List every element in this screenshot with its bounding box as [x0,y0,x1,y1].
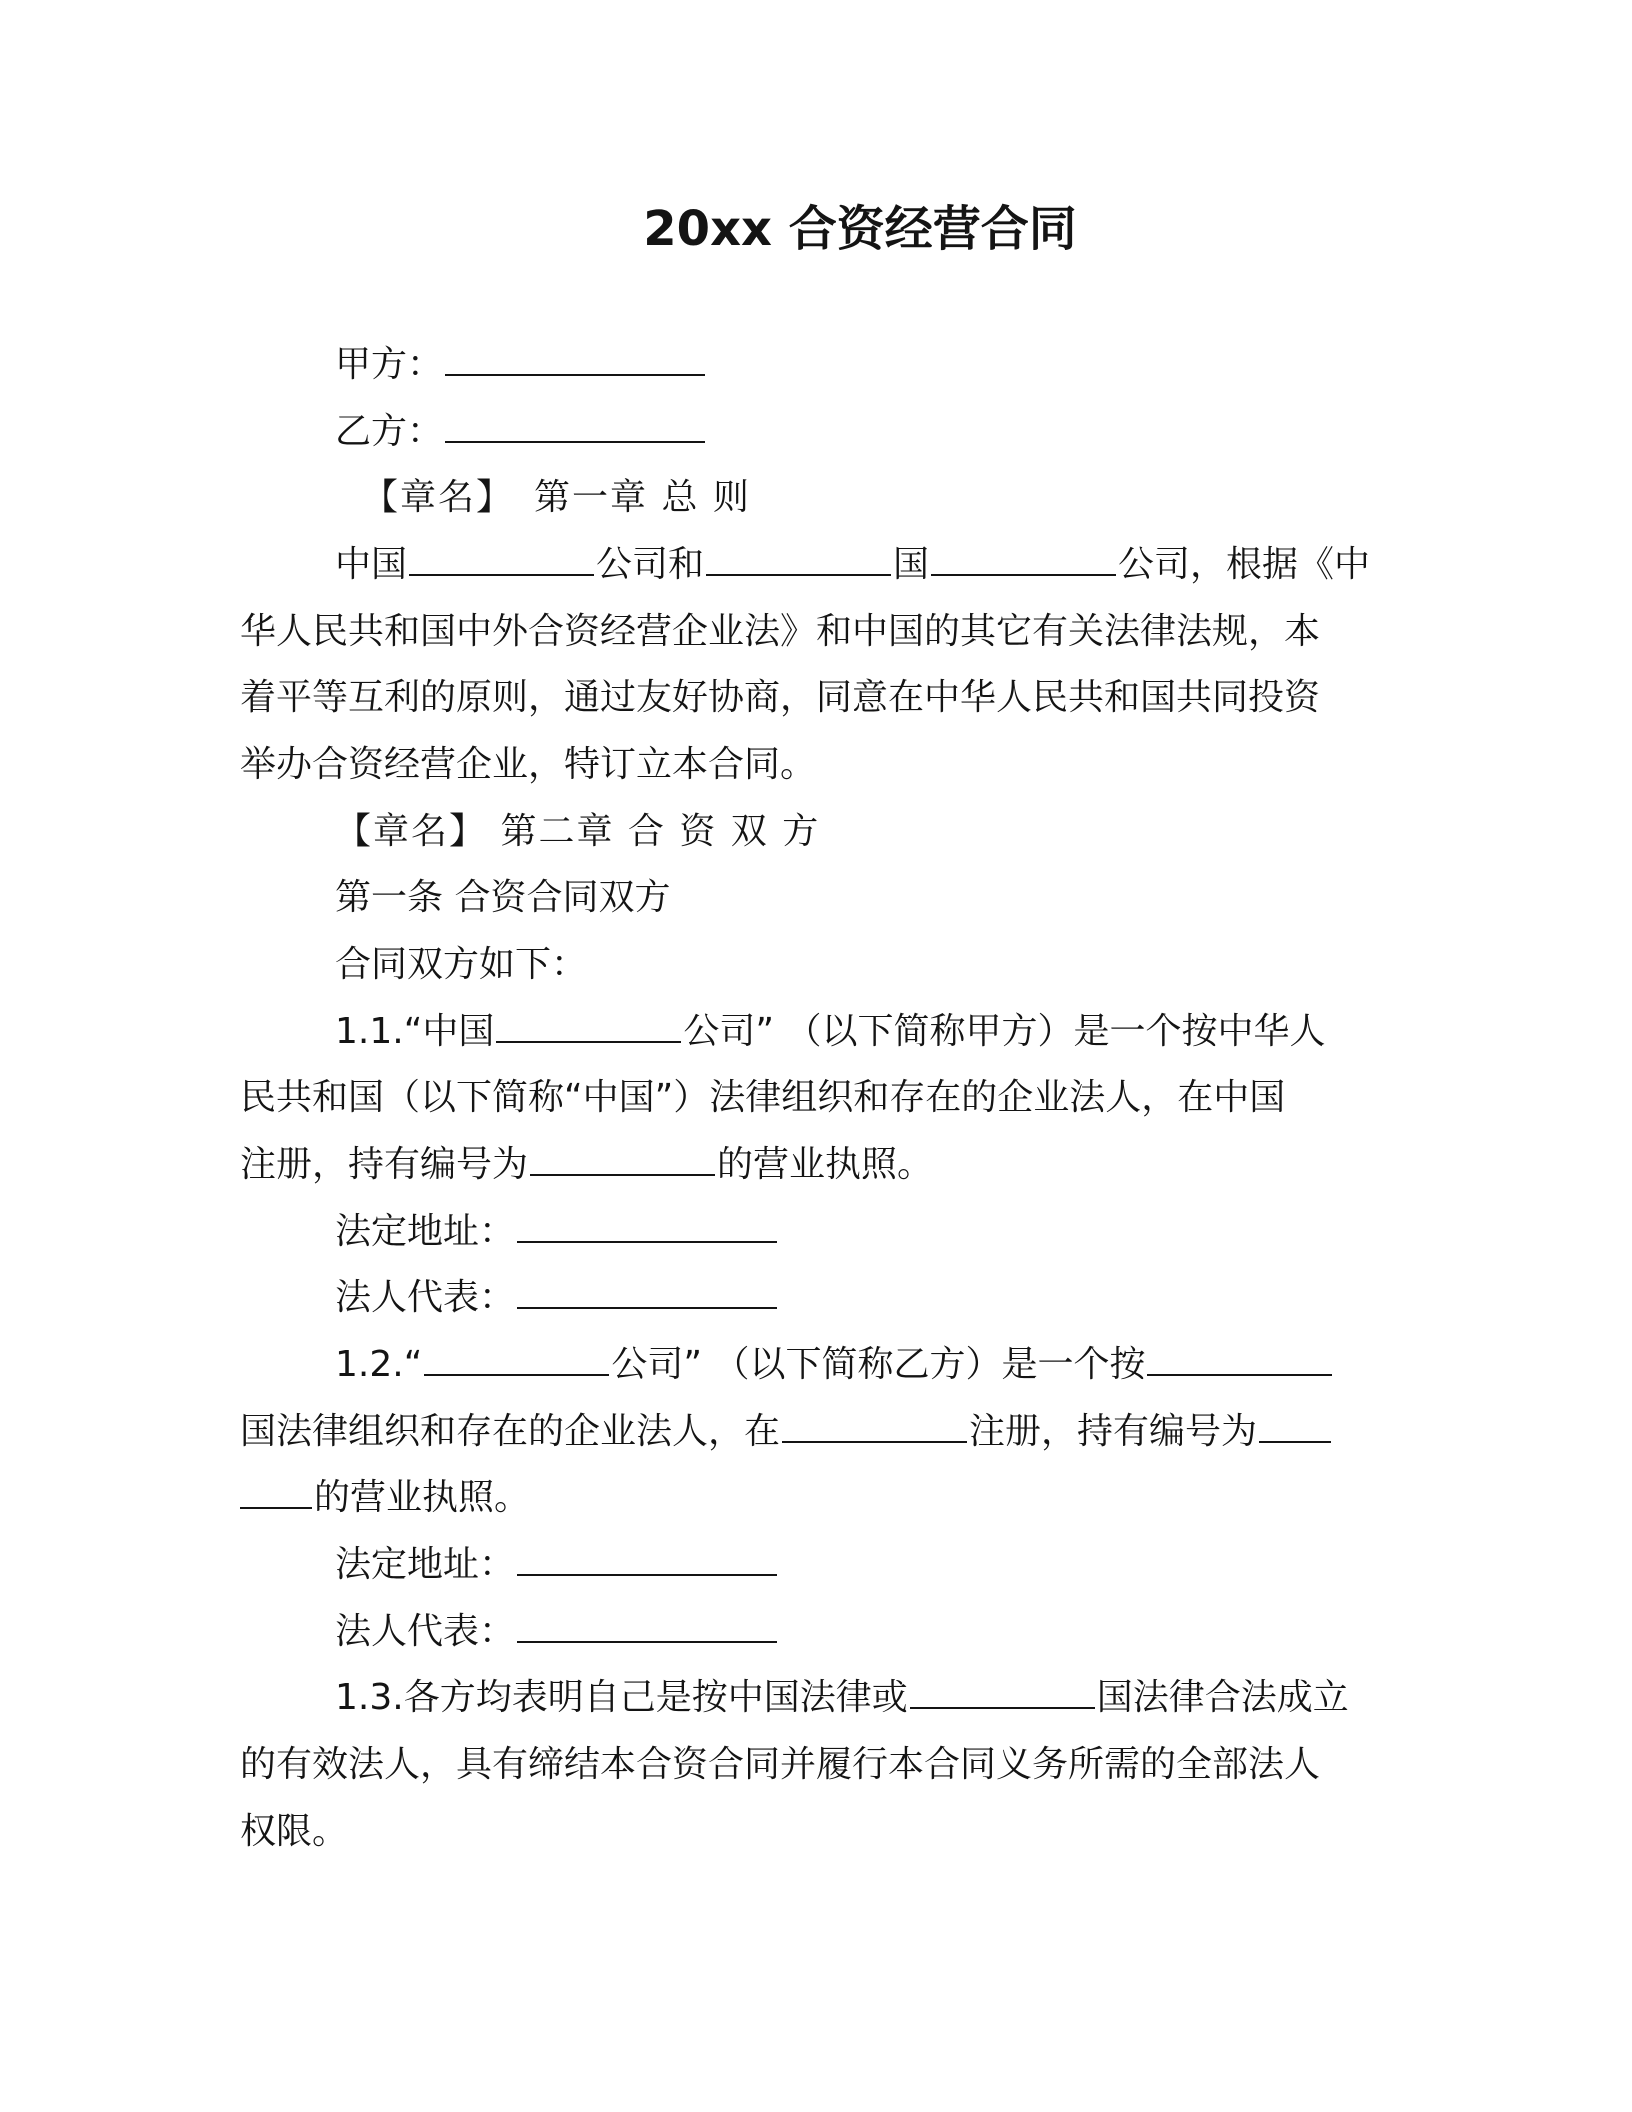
address-label: 法定地址： [335,1544,516,1585]
party-b-label: 乙方： [335,411,444,452]
item-text: 的营业执照。 [314,1477,531,1518]
intro-line-3: 着平等互利的原则，通过友好协商，同意在中华人民共和国共同投资 [240,677,1321,718]
intro-line-2: 华人民共和国中外合资经营企业法》和中国的其它有关法律法规，本 [240,611,1321,652]
item-text: 注册，持有编号为 [969,1411,1258,1452]
party-b-line [335,412,707,452]
item-text: 1.2.“ [335,1344,423,1385]
blank [424,1346,609,1376]
blank [910,1679,1095,1709]
item-1-1-line-3 [240,1145,933,1185]
item-text: 注册，持有编号为 [240,1144,529,1185]
address-line-b [335,1545,779,1585]
party-a-blank [445,346,705,376]
item-text: 公司” （以下简称甲方）是一个按中华人 [683,1011,1326,1052]
item-1-2-line-1 [335,1345,1334,1385]
chapter-one-heading: 【章名】 第一章 总 则 [362,477,751,518]
intro-text: 公司和 [596,544,705,585]
intro-text: 公司，根据《中 [1118,544,1371,585]
rep-label: 法人代表： [335,1611,516,1652]
party-b-blank [445,413,705,443]
item-text: 的营业执照。 [717,1144,934,1185]
blank [931,546,1116,576]
address-blank [517,1213,777,1243]
blank [409,546,594,576]
intro-line-4: 举办合资经营企业，特订立本合同。 [240,744,817,785]
rep-line-b [335,1612,779,1652]
document-title: 20xx 合资经营合同 [643,201,1077,257]
item-1-1-line-1 [335,1012,1325,1052]
blank [1147,1346,1332,1376]
intro-text: 国 [893,544,930,585]
intro-line-1 [335,545,1370,585]
address-label: 法定地址： [335,1211,516,1252]
item-1-3-line-1 [335,1678,1349,1718]
item-1-2-line-3 [240,1478,530,1518]
address-blank [517,1546,777,1576]
party-a-line [335,345,707,385]
item-text: 1.1.“中国 [335,1011,495,1052]
intro-text: 中国 [335,544,408,585]
item-text: 国法律合法成立 [1096,1677,1349,1718]
article-one-heading: 第一条 合资合同双方 [335,877,671,918]
item-text: 1.3.各方均表明自己是按中国法律或 [335,1677,908,1718]
rep-line-a [335,1278,779,1318]
rep-blank [517,1279,777,1309]
blank [706,546,891,576]
rep-blank [517,1613,777,1643]
item-1-2-line-2 [240,1412,1333,1452]
blank [240,1479,312,1509]
item-text: 公司” （以下简称乙方）是一个按 [611,1344,1146,1385]
blank [496,1013,681,1043]
chapter-two-heading: 【章名】 第二章 合 资 双 方 [335,811,821,852]
blank [782,1413,967,1443]
parties-intro: 合同双方如下： [335,944,588,985]
item-1-1-line-2: 民共和国（以下简称“中国”）法律组织和存在的企业法人，在中国 [240,1077,1286,1118]
item-1-3-line-3: 权限。 [240,1811,349,1852]
item-text: 国法律组织和存在的企业法人，在 [240,1411,781,1452]
blank [530,1146,715,1176]
blank [1259,1413,1331,1443]
address-line-a [335,1212,779,1252]
party-a-label: 甲方： [335,344,444,385]
item-1-3-line-2: 的有效法人，具有缔结本合资合同并履行本合同义务所需的全部法人 [240,1744,1321,1785]
rep-label: 法人代表： [335,1277,516,1318]
